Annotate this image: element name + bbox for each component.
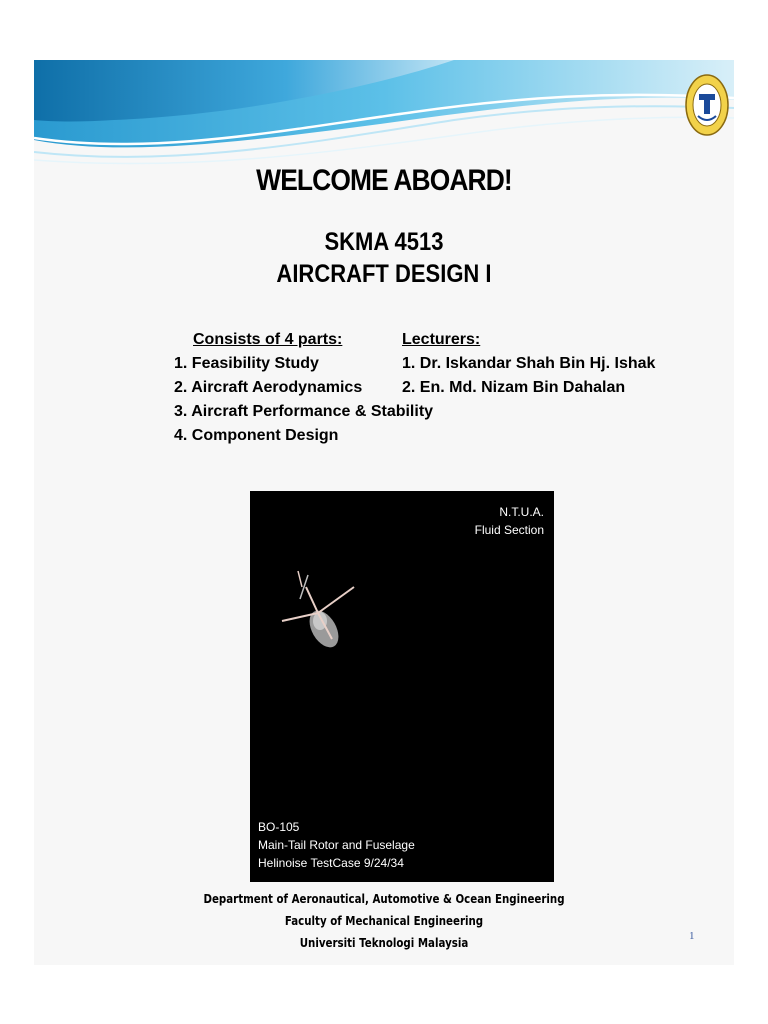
university-crest-icon (684, 70, 730, 140)
course-code: SKMA 4513 (324, 228, 444, 256)
department-footer: Department of Aeronautical, Automotive & Ocean Engineering Faculty of Mechanical Engineering Universiti Teknologi Malaysia (203, 891, 565, 950)
list-item: 4. Component Design (174, 427, 339, 444)
list-item: 2. En. Md. Nizam Bin Dahalan (402, 379, 626, 396)
lecturers-heading: Lecturers: (402, 331, 481, 348)
parts-list (174, 352, 433, 448)
list-item: 1. Dr. Iskandar Shah Bin Hj. Ishak (402, 355, 656, 372)
parts-heading: Consists of 4 parts: (193, 331, 343, 348)
simulation-caption: BO-105 Main-Tail Rotor and Fuselage Helinoise TestCase 9/24/34 (258, 820, 415, 870)
welcome-title: WELCOME ABOARD! (256, 164, 512, 197)
course-parts (174, 328, 433, 448)
lecturers-list (402, 352, 655, 400)
list-item: 2. Aircraft Aerodynamics (174, 379, 363, 396)
list-item: 3. Aircraft Performance & Stability (174, 403, 434, 420)
wave-banner (34, 60, 734, 170)
slide (34, 60, 734, 965)
course-name: AIRCRAFT DESIGN I (276, 260, 492, 288)
org-label: N.T.U.A. Fluid Section (474, 505, 544, 537)
page-number: 1 (689, 930, 695, 942)
lecturers (402, 328, 655, 400)
list-item: 1. Feasibility Study (174, 355, 319, 372)
helicopter-simulation-image (250, 491, 554, 882)
